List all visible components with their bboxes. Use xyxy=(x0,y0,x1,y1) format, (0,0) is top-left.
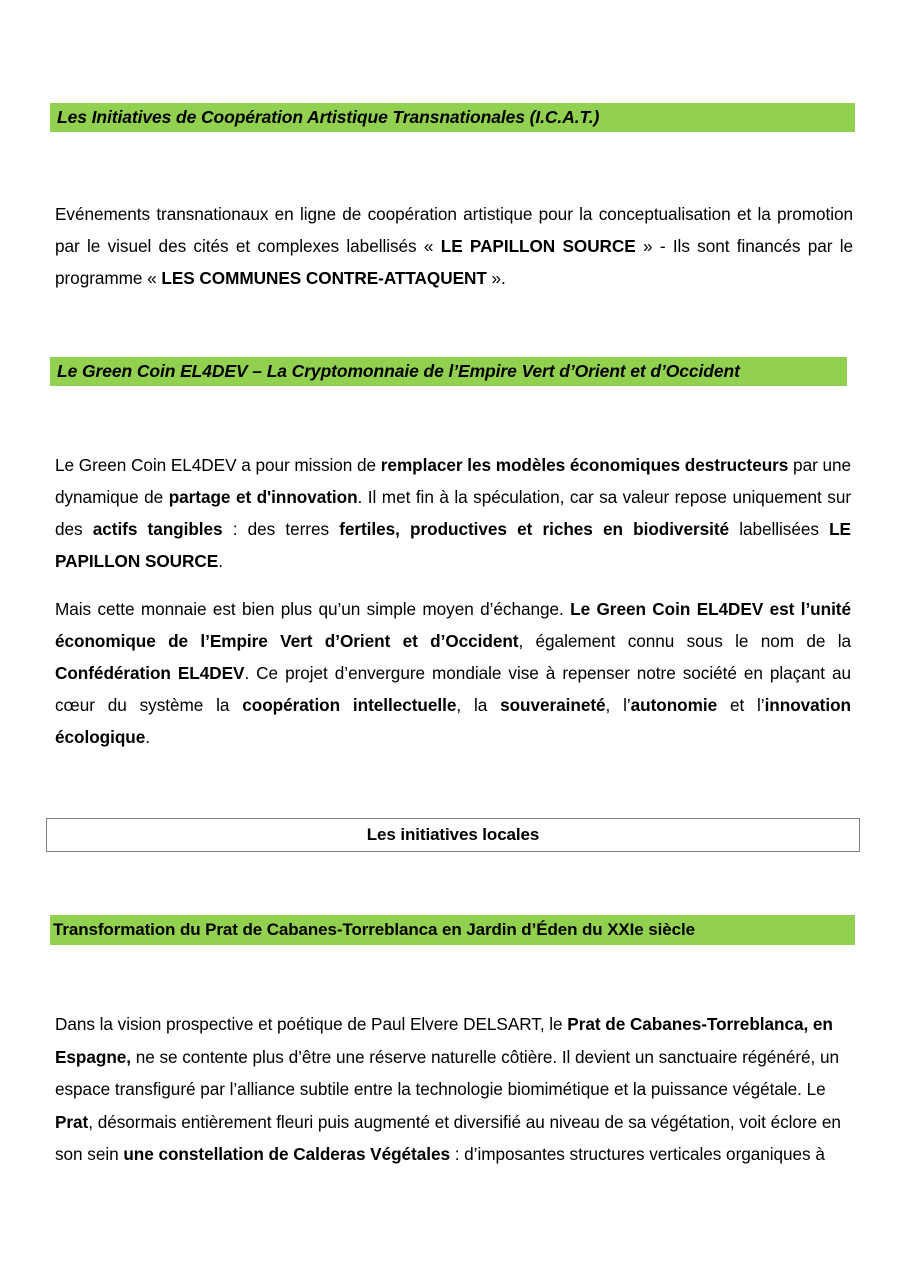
paragraph-prat-de-cabanes: Dans la vision prospective et poétique de Paul Elvere DELSART, le Prat de Cabanes-Torreblanca, en Espagne, ne se contente plus d’être une réserve naturelle côtière. Il devient un sanctuaire régénéré, un espace transfiguré par l’alliance subtile entre la technologie biomimétique et la puissance végétale. Le Prat, désormais entièrement fleuri puis augmenté et diversifié au niveau de sa végétation, voit éclore en son sein une constellation de Calderas Végétales : d’imposantes structures verticales organiques à xyxy=(55,1014,841,1164)
paragraph-green-coin-confederation: Mais cette monnaie est bien plus qu’un simple moyen d’échange. Le Green Coin EL4DEV est l’unité économique de l’Empire Vert d’Orient et d’Occident, également connu sous le nom de la Confédération EL4DEV. Ce projet d’envergure mondiale vise à repenser notre société en plaçant au cœur du système la coopération intellectuelle, la souveraineté, l’autonomie et l’innovation écologique. xyxy=(55,599,852,747)
paragraph-icat: Evénements transnationaux en ligne de coopération artistique pour la conceptualisation et la promotion par le visuel des cités et complexes labellisés « LE PAPILLON SOURCE » - Ils sont financés par le programme « LES COMMUNES CONTRE-ATTAQUENT ». xyxy=(55,204,854,288)
heading-prat-de-cabanes: Transformation du Prat de Cabanes-Torreblanca en Jardin d’Éden du XXIe siècle xyxy=(50,915,855,945)
heading-green-coin: Le Green Coin EL4DEV – La Cryptomonnaie de l’Empire Vert d’Orient et d’Occident xyxy=(50,357,847,386)
heading-icat: Les Initiatives de Coopération Artistique Transnationales (I.C.A.T.) xyxy=(50,103,855,132)
heading-box-initiatives-locales: Les initiatives locales xyxy=(46,818,860,852)
paragraph-green-coin-mission: Le Green Coin EL4DEV a pour mission de remplacer les modèles économiques destructeurs par une dynamique de partage et d'innovation. Il met fin à la spéculation, car sa valeur repose uniquement sur des actifs tangibles : des terres fertiles, productives et riches en biodiversité labellisées LE PAPILLON SOURCE. xyxy=(55,455,852,571)
